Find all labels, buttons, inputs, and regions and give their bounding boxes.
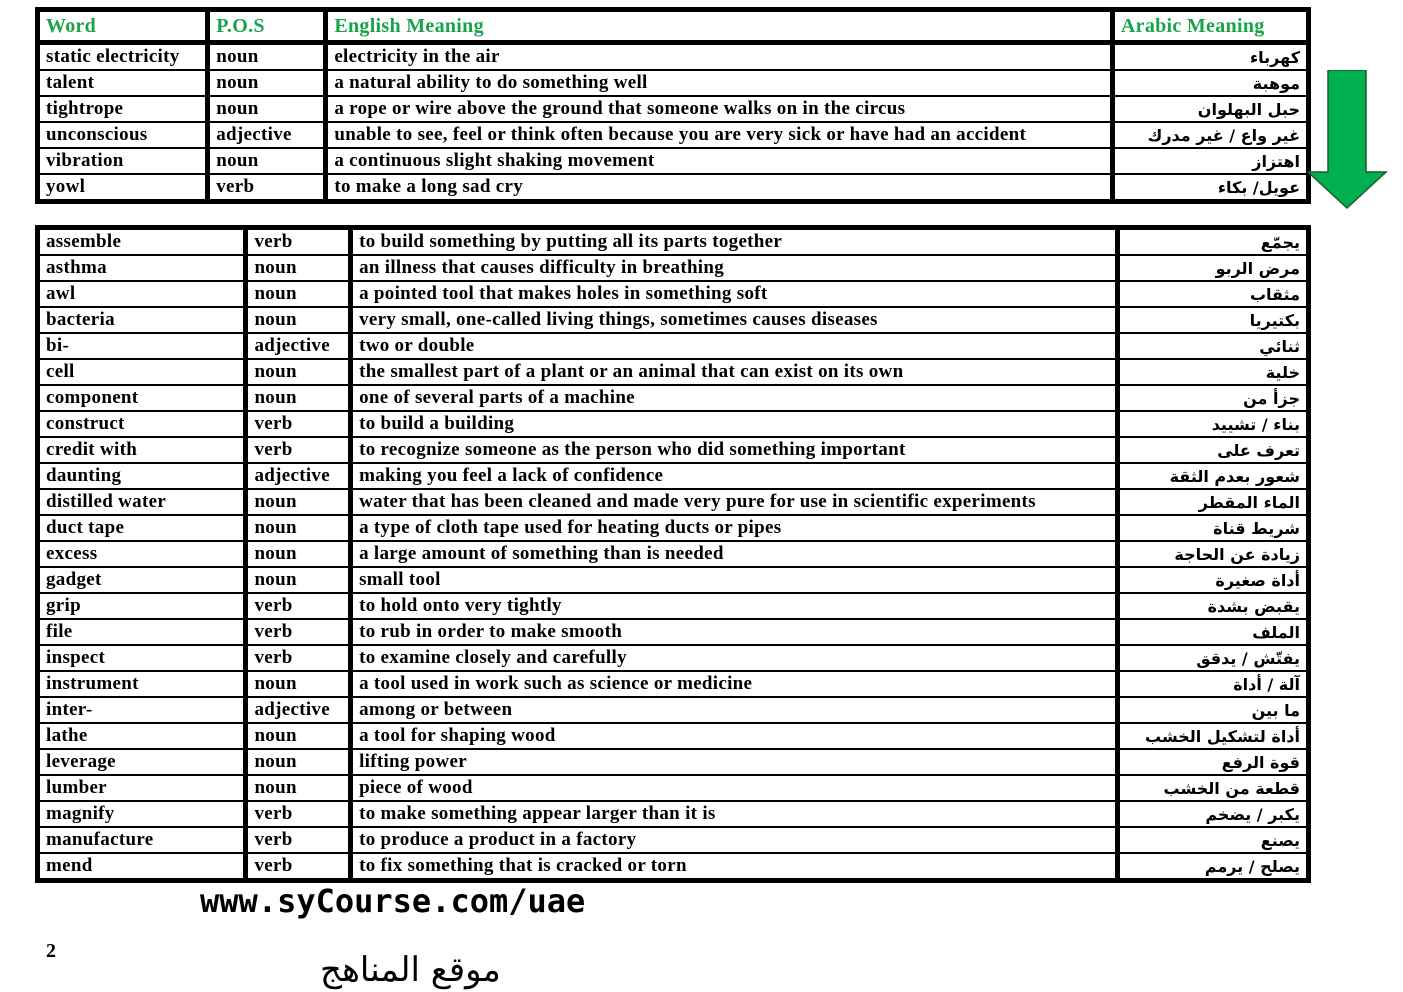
pos-cell: verb bbox=[248, 646, 353, 672]
english-meaning-cell: to produce a product in a factory bbox=[353, 828, 1120, 854]
table-row bbox=[40, 568, 1306, 594]
word-cell: leverage bbox=[40, 750, 248, 776]
english-meaning-cell: making you feel a lack of confidence bbox=[353, 464, 1120, 490]
pos-cell: verb bbox=[248, 620, 353, 646]
pos-cell: noun bbox=[248, 568, 353, 594]
word-cell: cell bbox=[40, 360, 248, 386]
word-cell: asthma bbox=[40, 256, 248, 282]
word-cell: daunting bbox=[40, 464, 248, 490]
english-meaning-cell: two or double bbox=[353, 334, 1120, 360]
english-meaning-cell: a large amount of something than is needed bbox=[353, 542, 1120, 568]
table-row bbox=[40, 802, 1306, 828]
pos-cell: noun bbox=[248, 516, 353, 542]
pos-cell: verb bbox=[210, 175, 328, 199]
table-row bbox=[40, 854, 1306, 878]
arabic-meaning-cell: آلة / أداة bbox=[1120, 672, 1306, 698]
word-cell: instrument bbox=[40, 672, 248, 698]
english-meaning-cell: the smallest part of a plant or an animal that can exist on its own bbox=[353, 360, 1120, 386]
word-cell: inter- bbox=[40, 698, 248, 724]
english-meaning-cell: to make something appear larger than it is bbox=[353, 802, 1120, 828]
word-cell: lathe bbox=[40, 724, 248, 750]
table-row bbox=[40, 45, 1306, 71]
table-row bbox=[40, 542, 1306, 568]
arabic-meaning-cell: بناء / تشييد bbox=[1120, 412, 1306, 438]
table-row bbox=[40, 175, 1306, 199]
table-row bbox=[40, 776, 1306, 802]
english-meaning-cell: a tool used in work such as science or medicine bbox=[353, 672, 1120, 698]
pos-cell: verb bbox=[248, 828, 353, 854]
english-meaning-cell: to hold onto very tightly bbox=[353, 594, 1120, 620]
pos-cell: verb bbox=[248, 230, 353, 256]
word-cell: vibration bbox=[40, 149, 210, 175]
pos-cell: noun bbox=[210, 97, 328, 123]
pos-cell: noun bbox=[248, 724, 353, 750]
pos-cell: noun bbox=[248, 256, 353, 282]
table-row bbox=[40, 646, 1306, 672]
table-row bbox=[40, 308, 1306, 334]
website-url: www.syCourse.com/uae bbox=[200, 882, 586, 920]
header-english-meaning: English Meaning bbox=[328, 12, 1115, 45]
table-row bbox=[40, 71, 1306, 97]
arabic-meaning-cell: قطعة من الخشب bbox=[1120, 776, 1306, 802]
table-row bbox=[40, 464, 1306, 490]
arabic-meaning-cell: موهبة bbox=[1115, 71, 1306, 97]
table-row bbox=[40, 724, 1306, 750]
word-cell: yowl bbox=[40, 175, 210, 199]
word-cell: credit with bbox=[40, 438, 248, 464]
pos-cell: verb bbox=[248, 854, 353, 878]
table-row bbox=[40, 594, 1306, 620]
table-row bbox=[40, 750, 1306, 776]
pos-cell: noun bbox=[248, 776, 353, 802]
pos-cell: verb bbox=[248, 412, 353, 438]
page-number: 2 bbox=[46, 940, 56, 962]
word-cell: assemble bbox=[40, 230, 248, 256]
website-name-arabic: موقع المناهج bbox=[320, 950, 501, 990]
pos-cell: noun bbox=[210, 149, 328, 175]
english-meaning-cell: a type of cloth tape used for heating ducts or pipes bbox=[353, 516, 1120, 542]
arabic-meaning-cell: عويل/ بكاء bbox=[1115, 175, 1306, 199]
english-meaning-cell: water that has been cleaned and made very pure for use in scientific experiments bbox=[353, 490, 1120, 516]
english-meaning-cell: a pointed tool that makes holes in something soft bbox=[353, 282, 1120, 308]
word-cell: excess bbox=[40, 542, 248, 568]
word-cell: lumber bbox=[40, 776, 248, 802]
pos-cell: noun bbox=[248, 750, 353, 776]
word-cell: component bbox=[40, 386, 248, 412]
arabic-meaning-cell: يقبض بشدة bbox=[1120, 594, 1306, 620]
table-row bbox=[40, 256, 1306, 282]
pos-cell: noun bbox=[248, 308, 353, 334]
english-meaning-cell: a continuous slight shaking movement bbox=[328, 149, 1115, 175]
table-row bbox=[40, 149, 1306, 175]
english-meaning-cell: to rub in order to make smooth bbox=[353, 620, 1120, 646]
pos-cell: noun bbox=[248, 282, 353, 308]
arabic-meaning-cell: أداة صغيرة bbox=[1120, 568, 1306, 594]
word-cell: gadget bbox=[40, 568, 248, 594]
header-arabic-meaning: Arabic Meaning bbox=[1115, 12, 1306, 45]
vocabulary-table-main bbox=[35, 225, 1311, 883]
word-cell: static electricity bbox=[40, 45, 210, 71]
table-row bbox=[40, 97, 1306, 123]
english-meaning-cell: to recognize someone as the person who did something important bbox=[353, 438, 1120, 464]
arabic-meaning-cell: يجمّع bbox=[1120, 230, 1306, 256]
header-word: Word bbox=[40, 12, 210, 45]
english-meaning-cell: small tool bbox=[353, 568, 1120, 594]
word-cell: inspect bbox=[40, 646, 248, 672]
arabic-meaning-cell: أداة لتشكيل الخشب bbox=[1120, 724, 1306, 750]
arabic-meaning-cell: جزأ من bbox=[1120, 386, 1306, 412]
arabic-meaning-cell: كهرباء bbox=[1115, 45, 1306, 71]
table-row bbox=[40, 620, 1306, 646]
table-row bbox=[40, 412, 1306, 438]
arabic-meaning-cell: زيادة عن الحاجة bbox=[1120, 542, 1306, 568]
pos-cell: noun bbox=[248, 490, 353, 516]
pos-cell: adjective bbox=[210, 123, 328, 149]
english-meaning-cell: electricity in the air bbox=[328, 45, 1115, 71]
pos-cell: noun bbox=[248, 542, 353, 568]
word-cell: awl bbox=[40, 282, 248, 308]
table-row bbox=[40, 123, 1306, 149]
arabic-meaning-cell: تعرف على bbox=[1120, 438, 1306, 464]
word-cell: duct tape bbox=[40, 516, 248, 542]
table-row bbox=[40, 334, 1306, 360]
pos-cell: verb bbox=[248, 438, 353, 464]
word-cell: distilled water bbox=[40, 490, 248, 516]
english-meaning-cell: lifting power bbox=[353, 750, 1120, 776]
arabic-meaning-cell: ما بين bbox=[1120, 698, 1306, 724]
table-row bbox=[40, 386, 1306, 412]
english-meaning-cell: very small, one-called living things, sometimes causes diseases bbox=[353, 308, 1120, 334]
english-meaning-cell: among or between bbox=[353, 698, 1120, 724]
table-row bbox=[40, 828, 1306, 854]
pos-cell: noun bbox=[248, 672, 353, 698]
arabic-meaning-cell: مرض الربو bbox=[1120, 256, 1306, 282]
arabic-meaning-cell: الملف bbox=[1120, 620, 1306, 646]
arrow-down-icon bbox=[1306, 70, 1388, 210]
english-meaning-cell: a rope or wire above the ground that someone walks on in the circus bbox=[328, 97, 1115, 123]
pos-cell: adjective bbox=[248, 464, 353, 490]
word-cell: talent bbox=[40, 71, 210, 97]
table-row bbox=[40, 282, 1306, 308]
arabic-meaning-cell: الماء المقطر bbox=[1120, 490, 1306, 516]
arabic-meaning-cell: خلية bbox=[1120, 360, 1306, 386]
table-row bbox=[40, 698, 1306, 724]
arabic-meaning-cell: شريط قناة bbox=[1120, 516, 1306, 542]
english-meaning-cell: to make a long sad cry bbox=[328, 175, 1115, 199]
arabic-meaning-cell: ثنائي bbox=[1120, 334, 1306, 360]
table-row bbox=[40, 490, 1306, 516]
english-meaning-cell: a natural ability to do something well bbox=[328, 71, 1115, 97]
arabic-meaning-cell: مثقاب bbox=[1120, 282, 1306, 308]
arabic-meaning-cell: يصنع bbox=[1120, 828, 1306, 854]
arabic-meaning-cell: حبل البهلوان bbox=[1115, 97, 1306, 123]
word-cell: file bbox=[40, 620, 248, 646]
english-meaning-cell: an illness that causes difficulty in breathing bbox=[353, 256, 1120, 282]
vocabulary-table-top bbox=[35, 7, 1311, 204]
arabic-meaning-cell: غير واع / غير مدرك bbox=[1115, 123, 1306, 149]
table-row bbox=[40, 672, 1306, 698]
table-row bbox=[40, 516, 1306, 542]
table-row bbox=[40, 360, 1306, 386]
pos-cell: noun bbox=[248, 386, 353, 412]
english-meaning-cell: a tool for shaping wood bbox=[353, 724, 1120, 750]
word-cell: grip bbox=[40, 594, 248, 620]
arabic-meaning-cell: بكتيريا bbox=[1120, 308, 1306, 334]
arabic-meaning-cell: قوة الرفع bbox=[1120, 750, 1306, 776]
arabic-meaning-cell: يصلح / يرمم bbox=[1120, 854, 1306, 878]
pos-cell: noun bbox=[210, 45, 328, 71]
word-cell: bi- bbox=[40, 334, 248, 360]
pos-cell: noun bbox=[248, 360, 353, 386]
word-cell: unconscious bbox=[40, 123, 210, 149]
pos-cell: noun bbox=[210, 71, 328, 97]
english-meaning-cell: to fix something that is cracked or torn bbox=[353, 854, 1120, 878]
table-row bbox=[40, 230, 1306, 256]
english-meaning-cell: piece of wood bbox=[353, 776, 1120, 802]
header-pos: P.O.S bbox=[210, 12, 328, 45]
word-cell: magnify bbox=[40, 802, 248, 828]
table-row bbox=[40, 438, 1306, 464]
word-cell: mend bbox=[40, 854, 248, 878]
arabic-meaning-cell: شعور بعدم الثقة bbox=[1120, 464, 1306, 490]
english-meaning-cell: one of several parts of a machine bbox=[353, 386, 1120, 412]
english-meaning-cell: to examine closely and carefully bbox=[353, 646, 1120, 672]
english-meaning-cell: to build something by putting all its parts together bbox=[353, 230, 1120, 256]
pos-cell: verb bbox=[248, 594, 353, 620]
arabic-meaning-cell: اهتزاز bbox=[1115, 149, 1306, 175]
english-meaning-cell: to build a building bbox=[353, 412, 1120, 438]
arabic-meaning-cell: يكبر / يضخم bbox=[1120, 802, 1306, 828]
arabic-meaning-cell: يفتّش / يدقق bbox=[1120, 646, 1306, 672]
word-cell: bacteria bbox=[40, 308, 248, 334]
word-cell: manufacture bbox=[40, 828, 248, 854]
table-header-row bbox=[40, 12, 1306, 45]
word-cell: construct bbox=[40, 412, 248, 438]
pos-cell: adjective bbox=[248, 698, 353, 724]
pos-cell: adjective bbox=[248, 334, 353, 360]
english-meaning-cell: unable to see, feel or think often because you are very sick or have had an accident bbox=[328, 123, 1115, 149]
word-cell: tightrope bbox=[40, 97, 210, 123]
pos-cell: verb bbox=[248, 802, 353, 828]
